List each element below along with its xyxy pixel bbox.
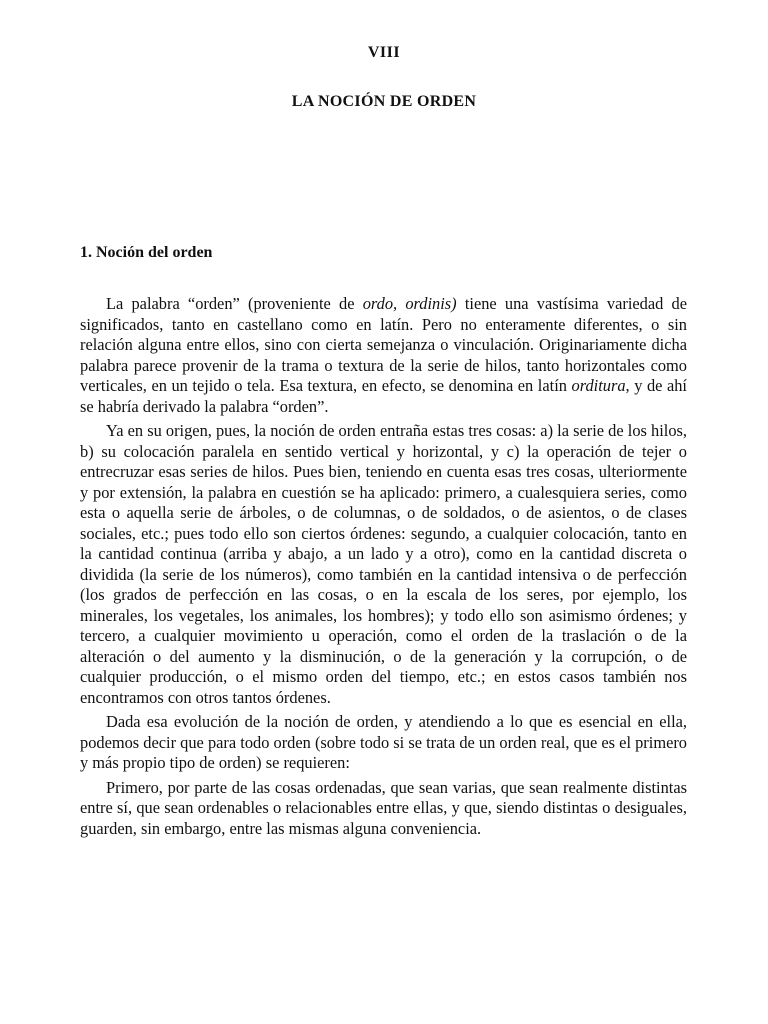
chapter-number: VIII (367, 44, 401, 61)
chapter-title: LA NOCIÓN DE ORDEN (291, 93, 477, 110)
paragraph-4: Primero, por parte de las cosas ordenadas, que sean varias, que sean realmente distintas entre sí, que sean ordenables o relacionables entre ellas, y que, siendo distintas o desiguales, guarden, sin embargo, entre las mismas alguna conveniencia. (80, 777, 687, 838)
section-heading: 1. Noción del orden (80, 244, 213, 261)
paragraph-1-italic-ordo: ordo, ordinis) (362, 294, 457, 313)
paragraph-1-text-b: tiene una vastísima variedad de significados, tanto en castellano como en latín. Pero no enteramente diferentes, o sin relación alguna entre ellos, sino con cierta semejanza o vinculación. Originariamente dicha palabra parece provenir de la trama o textura de la serie de hilos, tanto horizontales como verticales, en un tejido o tela. Esa textura, en efecto, se denomina en latín (80, 294, 687, 395)
paragraph-1-italic-orditura: orditura (571, 376, 626, 395)
body-text (80, 294, 687, 843)
paragraph-1-text-c: , y de ahí se habría derivado la palabra “orden”. (80, 376, 687, 416)
paragraph-3: Dada esa evolución de la noción de orden, y atendiendo a lo que es esencial en ella, podemos decir que para todo orden (sobre todo si se trata de un orden real, que es el primero y más propio tipo de orden) se requieren: (80, 712, 687, 772)
paragraph-1 (80, 294, 687, 417)
paragraph-2: Ya en su origen, pues, la noción de orden entraña estas tres cosas: a) la serie de los hilos, b) su colocación paralela en sentido vertical y horizontal, y c) la operación de tejer o entrecruzar esas series de hilos. Pues bien, teniendo en cuenta esas tres cosas, ulteriormente y por extensión, la palabra en cuestión se ha aplicado: primero, a cualesquiera series, como esta o aquella serie de árboles, o de columnas, o de soldados, o de asientos, o de clases sociales, etc.; pues todo ello son ciertos órdenes: segundo, a cualquier colocación, tanto en la cantidad continua (arriba y abajo, a un lado y a otro), como en la cantidad discreta o dividida (la serie de los números), como también en la cantidad intensiva o de perfección (los grados de perfección en las cosas, o en la escala de los seres, por ejemplo, los minerales, los vegetales, los animales, los hombres); y todo ello son asimismo órdenes; y tercero, a cualquier movimiento u operación, como el orden de la traslación o de la alteración o del aumento y la disminución, o de la generación y la corrupción, o de cualquier producción, o el mismo orden del tiempo, etc.; en estos casos también nos encontramos con otros tantos órdenes. (80, 421, 687, 707)
paragraph-1-text-a: La palabra “orden” (proveniente de (106, 294, 363, 313)
